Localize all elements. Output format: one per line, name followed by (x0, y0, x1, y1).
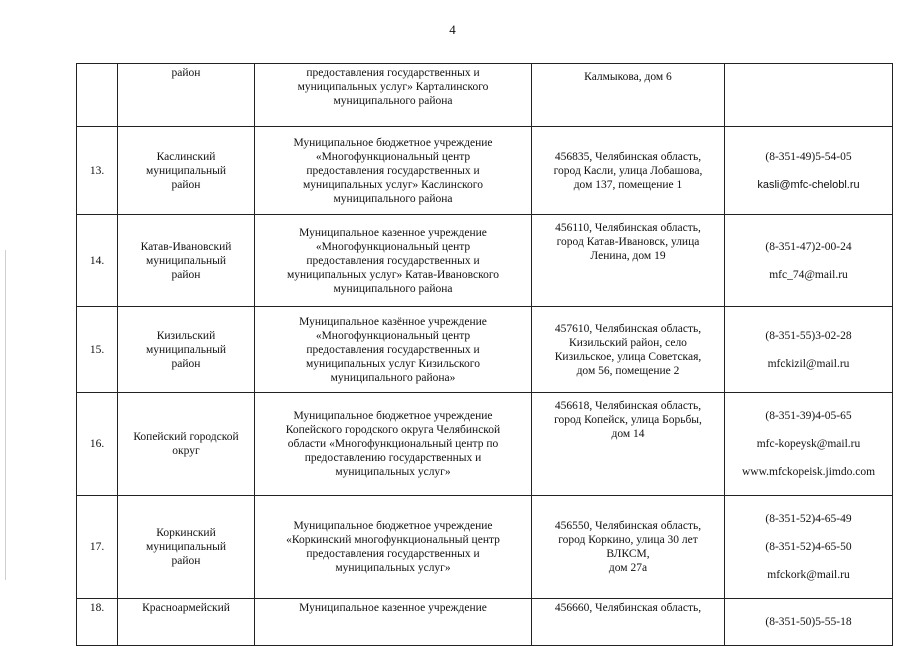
row-number: 14. (77, 215, 118, 307)
phone-number: (8-351-52)4-65-49 (765, 513, 852, 525)
address-cell: 456618, Челябинская область, город Копейск, улица Борьбы, дом 14 (532, 393, 725, 496)
phone-number: (8-351-47)2-00-24 (765, 240, 852, 253)
organization-cell: Муниципальное казенное учреждение «Многофункциональный центр предоставления государственных и муниципальных услуг» Катав-Ивановского муниципального района (255, 215, 532, 307)
contacts-cell (725, 215, 893, 307)
address-cell: 457610, Челябинская область, Кизильский район, село Кизильское, улица Советская, дом 56, помещение 2 (532, 307, 725, 393)
address-cell: 456660, Челябинская область, (532, 599, 725, 646)
contacts-cell (725, 599, 893, 646)
contacts-cell (725, 64, 893, 127)
row-number (77, 64, 118, 127)
district-cell: Каслинский муниципальный район (118, 127, 255, 215)
address-cell: 456550, Челябинская область, город Коркино, улица 30 лет ВЛКСМ, дом 27а (532, 496, 725, 599)
organization-cell: Муниципальное бюджетное учреждение «Многофункциональный центр предоставления государственных и муниципальных услуг» Каслинского муниципального района (255, 127, 532, 215)
page-number: 4 (449, 22, 456, 37)
contacts-cell (725, 127, 893, 215)
table-row (77, 215, 893, 307)
address-cell: 456835, Челябинская область, город Касли, улица Лобашова, дом 137, помещение 1 (532, 127, 725, 215)
district-cell: Коркинский муниципальный район (118, 496, 255, 599)
district-cell: Красноармейский (118, 599, 255, 646)
phone-number: (8-351-50)5-55-18 (765, 616, 852, 628)
table-row (77, 307, 893, 393)
district-cell: Катав-Ивановский муниципальный район (118, 215, 255, 307)
district-cell: Кизильский муниципальный район (118, 307, 255, 393)
phone-number: (8-351-52)4-65-50 (765, 541, 852, 553)
email-link[interactable]: mfckork@mail.ru (767, 569, 850, 581)
email-link[interactable]: mfckizil@mail.ru (767, 357, 850, 370)
website-link[interactable]: www.mfckopeisk.jimdo.com (741, 466, 876, 478)
organization-cell: Муниципальное казенное учреждение (255, 599, 532, 646)
row-number: 13. (77, 127, 118, 215)
organization-cell: Муниципальное казённое учреждение «Многофункциональный центр предоставления государственных и муниципальных услуг Кизильского муниципального района» (255, 307, 532, 393)
address-cell: 456110, Челябинская область, город Катав-Ивановск, улица Ленина, дом 19 (532, 215, 725, 307)
phone-number: (8-351-39)4-05-65 (765, 410, 852, 422)
organization-cell: Муниципальное бюджетное учреждение Копейского городского округа Челябинской области «Многофункциональный центр по предоставлению государственных и муниципальных услуг» (255, 393, 532, 496)
contacts-cell (725, 496, 893, 599)
contacts-cell (725, 393, 893, 496)
table-row (77, 64, 893, 127)
table-row (77, 599, 893, 646)
email-link[interactable]: mfc_74@mail.ru (769, 268, 848, 281)
row-number: 18. (77, 599, 118, 646)
email-link[interactable]: kasli@mfc-chelobl.ru (757, 178, 860, 191)
district-cell: Копейский городской округ (118, 393, 255, 496)
mfc-registry-table (76, 63, 893, 646)
organization-cell: Муниципальное бюджетное учреждение «Коркинский многофункциональный центр предоставления государственных и муниципальных услуг» (255, 496, 532, 599)
phone-number: (8-351-55)3-02-28 (765, 329, 852, 342)
address-cell: Калмыкова, дом 6 (532, 64, 725, 127)
table-row (77, 496, 893, 599)
table-row (77, 127, 893, 215)
table-row (77, 393, 893, 496)
scan-edge-line (5, 250, 6, 580)
row-number: 15. (77, 307, 118, 393)
district-cell: район (118, 64, 255, 127)
email-link[interactable]: mfc-kopeysk@mail.ru (756, 438, 861, 450)
organization-cell: предоставления государственных и муниципальных услуг» Карталинского муниципального района (255, 64, 532, 127)
row-number: 16. (77, 393, 118, 496)
contacts-cell (725, 307, 893, 393)
phone-number: (8-351-49)5-54-05 (765, 150, 852, 163)
row-number: 17. (77, 496, 118, 599)
